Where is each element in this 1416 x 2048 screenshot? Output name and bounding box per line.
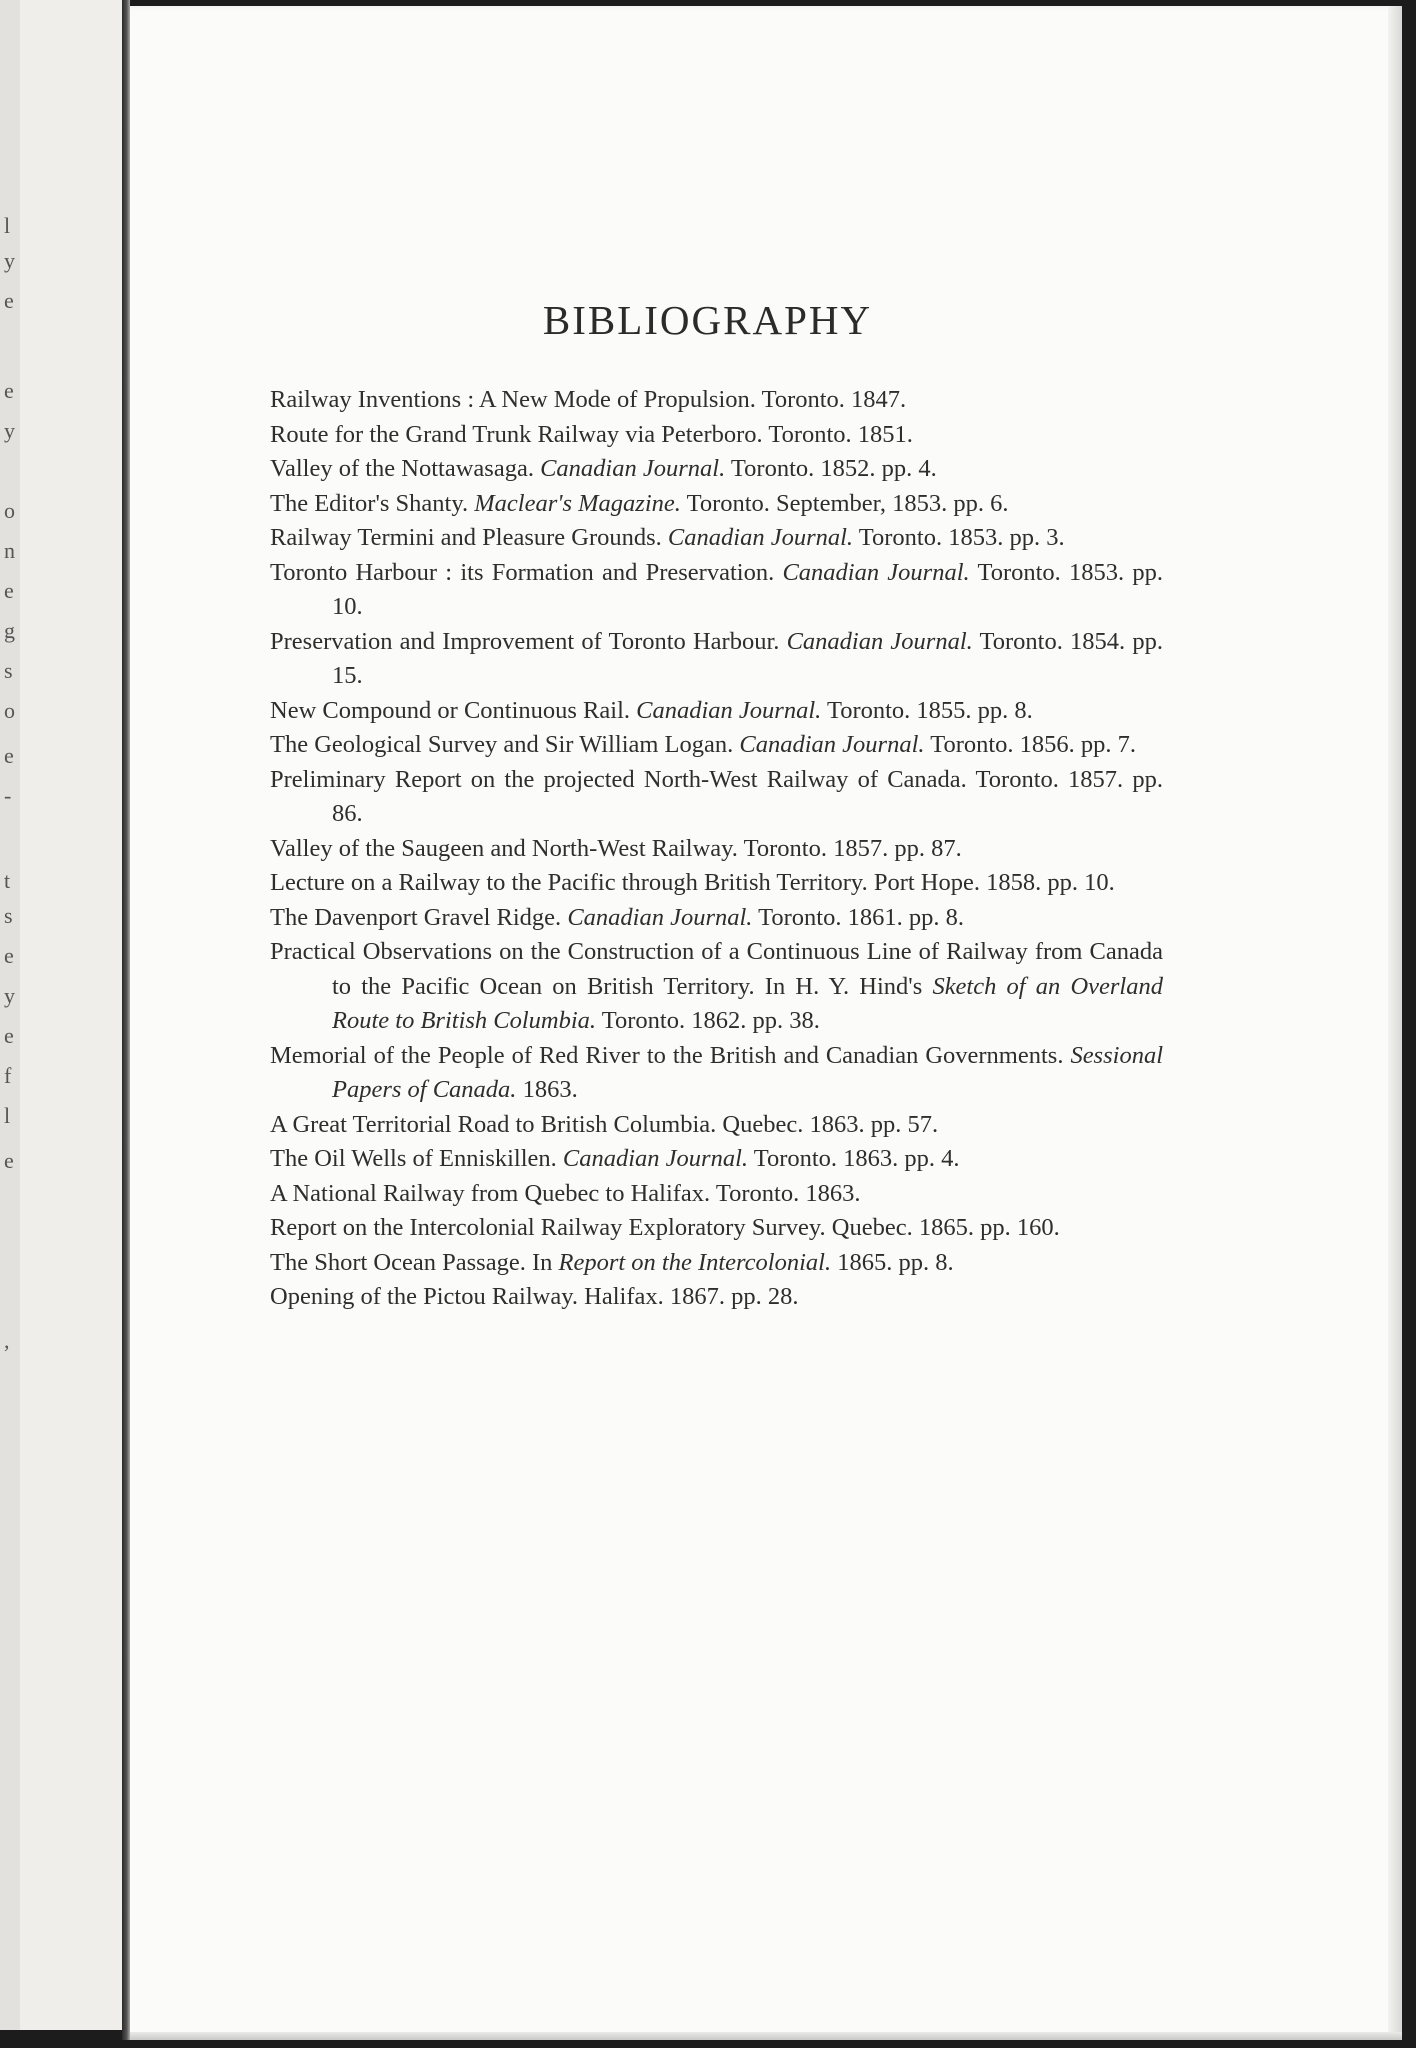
entry-text: The Short Ocean Passage. In xyxy=(270,1248,559,1276)
bibliography-entry xyxy=(270,418,1163,453)
entry-details: Toronto. 1862. pp. 38. xyxy=(596,1007,820,1034)
entry-source-title: Canadian Journal. xyxy=(667,524,854,551)
facing-page-char: o xyxy=(4,498,15,523)
entry-source-title: Canadian Journal. xyxy=(739,731,925,758)
entry-source-title: Canadian Journal. xyxy=(567,903,753,931)
entry-text: Preservation and Improvement of Toronto Harbour. xyxy=(270,627,787,655)
entry-text: The Oil Wells of Enniskillen. xyxy=(270,1145,563,1172)
book-gutter xyxy=(122,0,130,2040)
entry-text: Railway Inventions : A New Mode of Propulsion. Toronto. 1847. xyxy=(270,386,907,413)
bibliography-entry xyxy=(270,383,1163,418)
bibliography-entry xyxy=(270,1039,1163,1108)
facing-page-char: - xyxy=(4,783,12,808)
entry-text: Opening of the Pictou Railway. Halifax. 1867. pp. 28. xyxy=(270,1283,799,1310)
facing-page-char: t xyxy=(4,868,11,893)
bibliography-entry xyxy=(270,452,1163,487)
bibliography-entry xyxy=(270,1177,1163,1212)
entry-source-title: Canadian Journal. xyxy=(786,627,973,655)
entry-source-title: Canadian Journal. xyxy=(540,455,726,482)
bibliography-list xyxy=(270,383,1163,1315)
entry-details: Toronto. 1854. pp. 15. xyxy=(332,627,1163,689)
bibliography-entry xyxy=(270,556,1163,625)
facing-page xyxy=(0,0,125,2030)
entry-details: Toronto. 1853. pp. 10. xyxy=(332,558,1163,620)
facing-page-char: o xyxy=(4,698,15,723)
facing-page-char: , xyxy=(4,1328,10,1353)
bibliography-entry xyxy=(270,1246,1163,1281)
facing-page-char: e xyxy=(4,378,14,403)
bibliography-entry xyxy=(270,832,1163,867)
entry-text: A National Railway from Quebec to Halifax. Toronto. 1863. xyxy=(270,1179,861,1207)
entry-text: Lecture on a Railway to the Pacific through British Territory. Port Hope. 1858. pp. 10. xyxy=(270,869,1115,896)
facing-page-char: s xyxy=(4,903,13,928)
entry-details: Toronto. 1861. pp. 8. xyxy=(752,903,964,931)
entry-source-title: Canadian Journal. xyxy=(782,558,970,586)
bibliography-entry xyxy=(270,694,1163,729)
facing-page-char: e xyxy=(4,943,14,968)
bibliography-entry xyxy=(270,487,1163,522)
bibliography-entry xyxy=(270,625,1163,694)
bibliography-entry xyxy=(270,1280,1163,1315)
bibliography-entry xyxy=(270,866,1163,901)
entry-text: The Davenport Gravel Ridge. xyxy=(270,903,568,931)
bibliography-entry xyxy=(270,728,1163,763)
entry-details: Toronto. 1853. pp. 3. xyxy=(853,524,1065,551)
bibliography-entry xyxy=(270,521,1163,556)
entry-text: Route for the Grand Trunk Railway via Peterboro. Toronto. 1851. xyxy=(270,420,913,448)
entry-details: 1863. xyxy=(516,1076,578,1103)
entry-details: Toronto. 1856. pp. 7. xyxy=(924,731,1137,758)
entry-text: Preliminary Report on the projected North-West Railway of Canada. Toronto. 1857. pp. 86. xyxy=(270,765,1163,827)
facing-page-char: e xyxy=(4,288,14,313)
entry-details: Toronto. 1852. pp. 4. xyxy=(725,455,937,482)
entry-text: Toronto Harbour : its Formation and Preservation. xyxy=(270,558,783,586)
facing-page-char: e xyxy=(4,1023,14,1048)
entry-details: 1865. pp. 8. xyxy=(831,1248,954,1276)
facing-page-char: f xyxy=(4,1063,12,1088)
bibliography-entry xyxy=(270,763,1163,832)
entry-text: The Editor's Shanty. xyxy=(270,489,475,517)
facing-page-char: l xyxy=(4,213,11,238)
entry-details: Toronto. 1863. pp. 4. xyxy=(748,1145,960,1172)
entry-text: New Compound or Continuous Rail. xyxy=(270,696,637,724)
entry-source-title: Report on the Intercolonial. xyxy=(558,1248,832,1276)
facing-page-char: e xyxy=(4,578,14,603)
entry-source-title: Maclear's Magazine. xyxy=(474,489,681,517)
entry-text: The Geological Survey and Sir William Logan. xyxy=(270,731,740,758)
page-bottom-edge xyxy=(130,2032,1402,2040)
bibliography-entry xyxy=(270,1108,1163,1143)
entry-details: Toronto. September, 1853. pp. 6. xyxy=(680,489,1009,517)
entry-text: Memorial of the People of Red River to the British and Canadian Governments. xyxy=(270,1041,1071,1069)
facing-page-char: y xyxy=(4,248,15,273)
facing-page-char: l xyxy=(4,1103,11,1128)
entry-text: Railway Termini and Pleasure Grounds. xyxy=(270,524,668,551)
facing-page-char: g xyxy=(4,618,15,643)
entry-text: Valley of the Nottawasaga. xyxy=(270,455,541,482)
bibliography-entry xyxy=(270,1211,1163,1246)
entry-text: Valley of the Saugeen and North-West Railway. Toronto. 1857. pp. 87. xyxy=(270,834,962,862)
bibliography-entry xyxy=(270,901,1163,936)
entry-text: A Great Territorial Road to British Columbia. Quebec. 1863. pp. 57. xyxy=(270,1110,939,1138)
entry-source-title: Sessional Papers of Canada. xyxy=(332,1041,1163,1103)
entry-source-title: Canadian Journal. xyxy=(636,696,822,724)
bibliography-page xyxy=(130,6,1402,2040)
page-edge-shadow xyxy=(1388,6,1402,2040)
facing-page-char: n xyxy=(4,538,15,563)
facing-page-char: e xyxy=(4,743,14,768)
page-title: BIBLIOGRAPHY xyxy=(542,297,873,343)
entry-details: Toronto. 1855. pp. 8. xyxy=(821,696,1033,724)
facing-page-char: s xyxy=(4,658,13,683)
entry-source-title: Sketch of an Overland Route to British Columbia. xyxy=(332,972,1163,1034)
entry-source-title: Canadian Journal. xyxy=(562,1145,749,1172)
bibliography-entry xyxy=(270,1142,1163,1177)
bibliography-entry xyxy=(270,935,1163,1039)
entry-text: Practical Observations on the Construction of a Continuous Line of Railway from Canada to the Pacific Ocean on British Territory. In H. Y. Hind's xyxy=(270,938,1163,1000)
facing-page-char: y xyxy=(4,983,15,1008)
facing-page-char: y xyxy=(4,418,15,443)
entry-text: Report on the Intercolonial Railway Exploratory Survey. Quebec. 1865. pp. 160. xyxy=(270,1214,1060,1241)
facing-page-char: e xyxy=(4,1148,14,1173)
